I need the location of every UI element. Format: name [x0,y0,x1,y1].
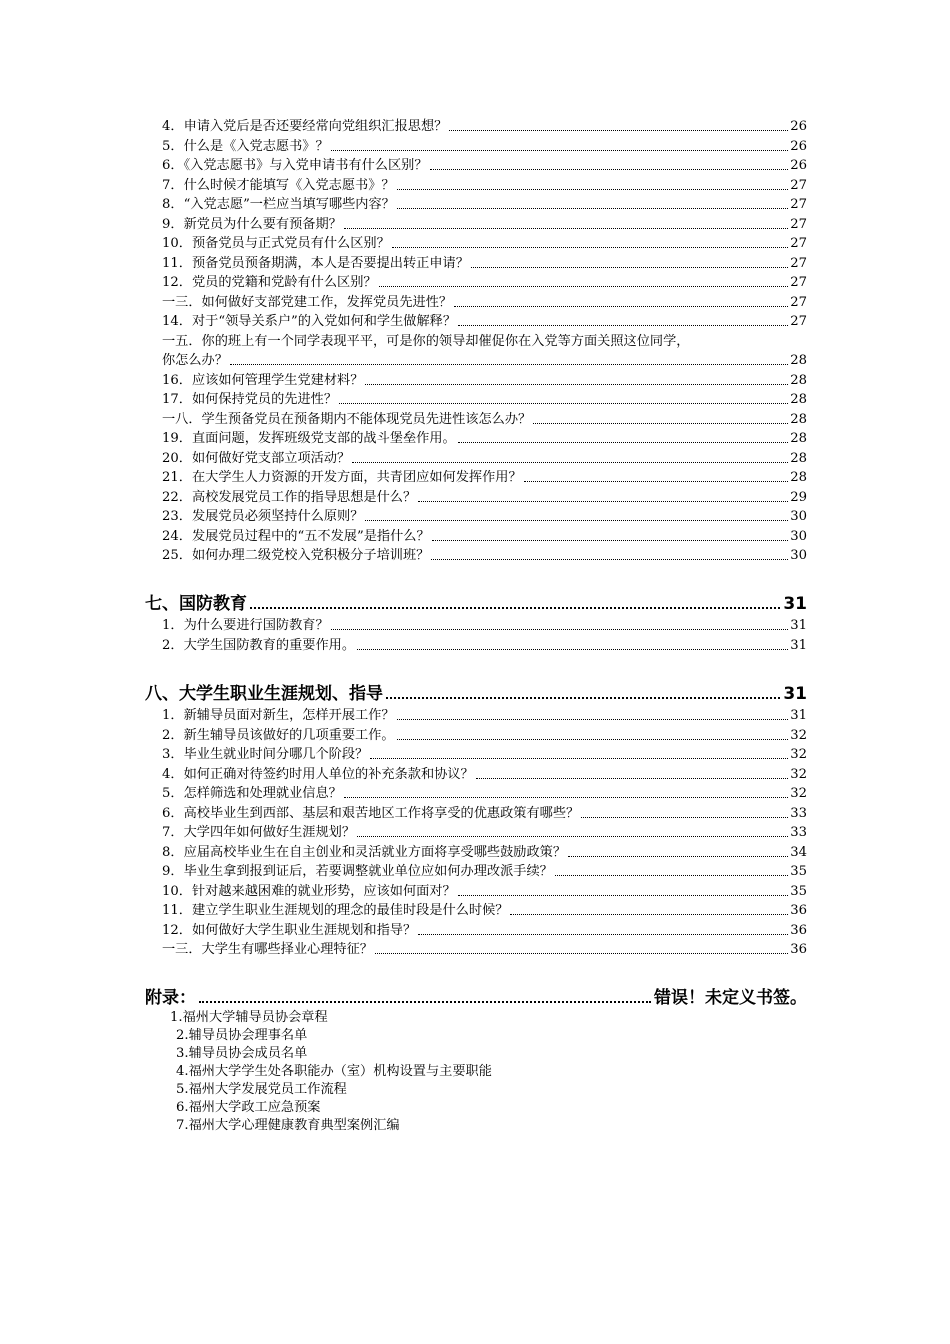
toc-entry-text: 5．怎样筛选和处理就业信息？ [162,786,342,801]
toc-entry[interactable] [162,136,807,155]
leader-dots [331,150,789,151]
toc-entry-page: 32 [790,727,807,743]
toc-entry-page: 26 [790,158,807,173]
leader-dots [449,130,788,131]
toc-entry-text: 一八．学生预备党员在预备期内不能体现党员先进性该怎么办？ [162,411,532,427]
toc-entry-text: 20．如何做好党支部立项活动？ [162,450,351,466]
toc-entry-page: 31 [790,708,807,723]
toc-entry-text: 3．毕业生就业时间分哪几个阶段？ [162,747,369,762]
toc-entry[interactable] [162,783,807,802]
toc-entry-page: 30 [790,509,807,524]
toc-entry-page: 27 [790,275,807,290]
toc-entry[interactable] [162,822,807,841]
toc-entry-page: 28 [790,353,807,368]
toc-entry[interactable] [162,725,807,744]
toc-entry-text: 22．高校发展党员工作的指导思想是什么？ [162,489,417,505]
toc-entry-text: 8．应届高校毕业生在自主创业和灵活就业方面将享受哪些鼓励政策？ [162,844,567,860]
toc-entry-text: 你怎么办？ [162,353,228,368]
leader-dots [581,817,788,818]
toc-entry-page: 36 [790,903,807,918]
leader-dots [510,914,788,915]
toc-entry-line2[interactable] [162,350,807,369]
appendix-item: 2.辅导员协会理事名单 [176,1028,308,1043]
toc-entry-page: 32 [790,766,807,782]
toc-entry-text: 10．针对越来越困难的就业形势，应该如何面对？ [162,883,456,899]
toc-entry-text: 16．应该如何管理学生党建材料？ [162,372,364,388]
toc-entry-page: 27 [790,314,807,329]
toc-entry-text: 12．如何做好大学生职业生涯规划和指导？ [162,922,417,938]
toc-entry[interactable] [162,939,807,958]
toc-entry-page: 36 [790,922,807,938]
toc-entry-page: 29 [790,489,807,505]
toc-entry-page: 27 [790,197,807,212]
toc-entry-page: 28 [790,470,807,485]
appendix-item: 3.辅导员协会成员名单 [176,1046,308,1061]
appendix-item: 6.福州大学政工应急预案 [176,1100,321,1115]
toc-entry-text: 一三．如何做好支部党建工作，发挥党员先进性？ [162,294,453,310]
toc-entry-text: 25．如何办理二级党校入党积极分子培训班？ [162,548,430,563]
leader-dots [379,286,789,287]
leader-dots [386,697,780,699]
section-title: 七、国防教育 [145,594,247,614]
leader-dots [458,442,789,443]
leader-dots [458,895,789,896]
leader-dots [370,758,788,759]
toc-entry[interactable] [162,370,807,389]
toc-entry[interactable] [162,448,807,467]
toc-section-heading[interactable] [145,592,807,614]
leader-dots [524,481,789,482]
leader-dots [365,520,788,521]
leader-dots [230,364,788,365]
toc-entry-text: 一五．你的班上有一个同学表现平平，可是你的领导却催促你在入党等方面关照这位同学， [162,333,690,349]
leader-dots [430,169,789,170]
toc-entry[interactable] [162,744,807,763]
section-page: 31 [783,684,807,704]
appendix-item: 7.福州大学心理健康教育典型案例汇编 [176,1118,400,1133]
toc-entry-text: 2．新生辅导员该做好的几项重要工作。 [162,727,395,743]
leader-dots [331,629,789,630]
leader-dots [476,778,789,779]
toc-entry[interactable] [162,881,807,900]
toc-entry-page: 36 [790,942,807,957]
toc-entry[interactable] [162,900,807,919]
toc-entry[interactable] [162,253,807,272]
appendix-page: 错误！未定义书签。 [654,988,807,1008]
toc-entry-page: 32 [790,786,807,801]
toc-entry[interactable] [162,487,807,506]
toc-entry[interactable] [162,233,807,252]
toc-entry[interactable] [162,545,807,564]
leader-dots [471,267,788,268]
leader-dots [397,719,789,720]
appendix-item: 5.福州大学发展党员工作流程 [176,1082,347,1097]
leader-dots [357,649,788,650]
toc-entry-text: 24．发展党员过程中的“五不发展”是指什么？ [162,528,430,544]
toc-entry[interactable] [162,409,807,428]
toc-entry[interactable] [162,116,807,135]
appendix-title: 附录： [145,988,196,1008]
toc-entry-page: 27 [790,177,807,193]
toc-entry-text: 23．发展党员必须坚持什么原则？ [162,509,364,524]
toc-entry[interactable] [162,842,807,861]
toc-entry[interactable] [162,194,807,213]
toc-entry-page: 26 [790,138,807,154]
toc-entry-page: 34 [790,844,807,860]
leader-dots [568,856,788,857]
toc-entry-text: 9．毕业生拿到报到证后，若要调整就业单位应如何办理改派手续？ [162,864,553,879]
toc-entry-text: 21．在大学生人力资源的开发方面，共青团应如何发挥作用？ [162,470,522,485]
leader-dots [344,228,788,229]
leader-dots [454,306,788,307]
toc-entry-text: 1．新辅导员面对新生，怎样开展工作？ [162,708,395,723]
toc-entry-text: 4．申请入党后是否还要经常向党组织汇报思想？ [162,119,448,134]
leader-dots [199,1001,651,1003]
toc-entry-text: 6．高校毕业生到西部、基层和艰苦地区工作将享受的优惠政策有哪些？ [162,805,580,821]
leader-dots [357,836,788,837]
toc-entry-text: 8．“入党志愿”一栏应当填写哪些内容？ [162,197,395,212]
appendix-item: 1.福州大学辅导员协会章程 [170,1010,328,1025]
toc-entry-text: 14．对于“领导关系户”的入党如何和学生做解释？ [162,314,457,329]
leader-dots [533,423,788,424]
toc-entry-text: 5．什么是《入党志愿书》？ [162,138,329,154]
toc-entry-page: 27 [790,216,807,232]
toc-entry-text: 2．大学生国防教育的重要作用。 [162,637,356,653]
toc-entry-text: 9．新党员为什么要有预备期？ [162,216,342,232]
toc-appendix-heading[interactable] [145,986,807,1008]
toc-entry[interactable] [162,467,807,486]
toc-entry-page: 27 [790,236,807,251]
toc-entry-text: 1．为什么要进行国防教育？ [162,618,329,633]
toc-entry-page: 27 [790,294,807,310]
toc-entry-page: 32 [790,747,807,762]
toc-entry[interactable] [162,292,807,311]
leader-dots [458,325,788,326]
leader-dots [352,462,788,463]
toc-entry[interactable] [162,764,807,783]
leader-dots [418,934,788,935]
toc-entry[interactable] [162,272,807,291]
toc-entry-text: 7．大学四年如何做好生涯规划？ [162,825,356,840]
toc-entry-page: 28 [790,411,807,427]
toc-entry[interactable] [162,526,807,545]
toc-entry-page: 28 [790,450,807,466]
toc-entry[interactable] [162,155,807,174]
leader-dots [250,607,780,609]
toc-entry-text: 12．党员的党籍和党龄有什么区别？ [162,275,377,290]
toc-entry[interactable] [162,428,807,447]
section-title: 八、大学生职业生涯规划、指导 [145,684,383,704]
section-page: 31 [783,594,807,614]
toc-entry[interactable] [162,705,807,724]
toc-entry-text: 10．预备党员与正式党员有什么区别？ [162,236,390,251]
toc-entry-page: 35 [790,883,807,899]
toc-entry[interactable] [162,175,807,194]
toc-section-heading[interactable] [145,682,807,704]
appendix-item: 4.福州大学学生处各职能办（室）机构设置与主要职能 [176,1064,492,1079]
leader-dots [432,540,789,541]
toc-entry[interactable] [162,861,807,880]
toc-entry[interactable] [162,311,807,330]
toc-entry-page: 30 [790,548,807,563]
leader-dots [397,189,789,190]
toc-entry[interactable] [162,506,807,525]
toc-entry-page: 30 [790,528,807,544]
toc-entry-text: 一三．大学生有哪些择业心理特征？ [162,942,373,957]
toc-entry[interactable] [162,615,807,634]
leader-dots [344,797,788,798]
leader-dots [375,953,788,954]
leader-dots [365,384,788,385]
toc-entry-text: 17．如何保持党员的先进性？ [162,392,338,407]
leader-dots [397,739,789,740]
leader-dots [339,403,788,404]
leader-dots [431,559,788,560]
toc-entry-text: 11．预备党员预备期满，本人是否要提出转正申请？ [162,255,469,271]
toc-entry[interactable] [162,214,807,233]
toc-entry-text: 6．《入党志愿书》与入党申请书有什么区别？ [162,158,428,173]
toc-entry-text: 11．建立学生职业生涯规划的理念的最佳时段是什么时候？ [162,903,509,918]
leader-dots [397,208,788,209]
toc-entry-line1[interactable] [162,331,807,350]
toc-entry-page: 33 [790,825,807,840]
toc-entry[interactable] [162,803,807,822]
toc-entry-page: 35 [790,864,807,879]
toc-entry-text: 7．什么时候才能填写《入党志愿书》？ [162,177,395,193]
toc-entry-text: 4．如何正确对待签约时用人单位的补充条款和协议？ [162,766,474,782]
toc-entry-text: 19．直面问题，发挥班级党支部的战斗堡垒作用。 [162,431,456,446]
toc-entry-page: 31 [790,618,807,633]
toc-entry[interactable] [162,635,807,654]
toc-entry[interactable] [162,389,807,408]
toc-entry-page: 28 [790,392,807,407]
toc-entry-page: 27 [790,255,807,271]
leader-dots [555,875,788,876]
toc-entry-page: 33 [790,805,807,821]
leader-dots [392,247,788,248]
leader-dots [418,501,788,502]
toc-entry[interactable] [162,920,807,939]
toc-entry-page: 26 [790,119,807,134]
toc-entry-page: 28 [790,431,807,446]
toc-entry-page: 31 [790,637,807,653]
toc-entry-page: 28 [790,372,807,388]
